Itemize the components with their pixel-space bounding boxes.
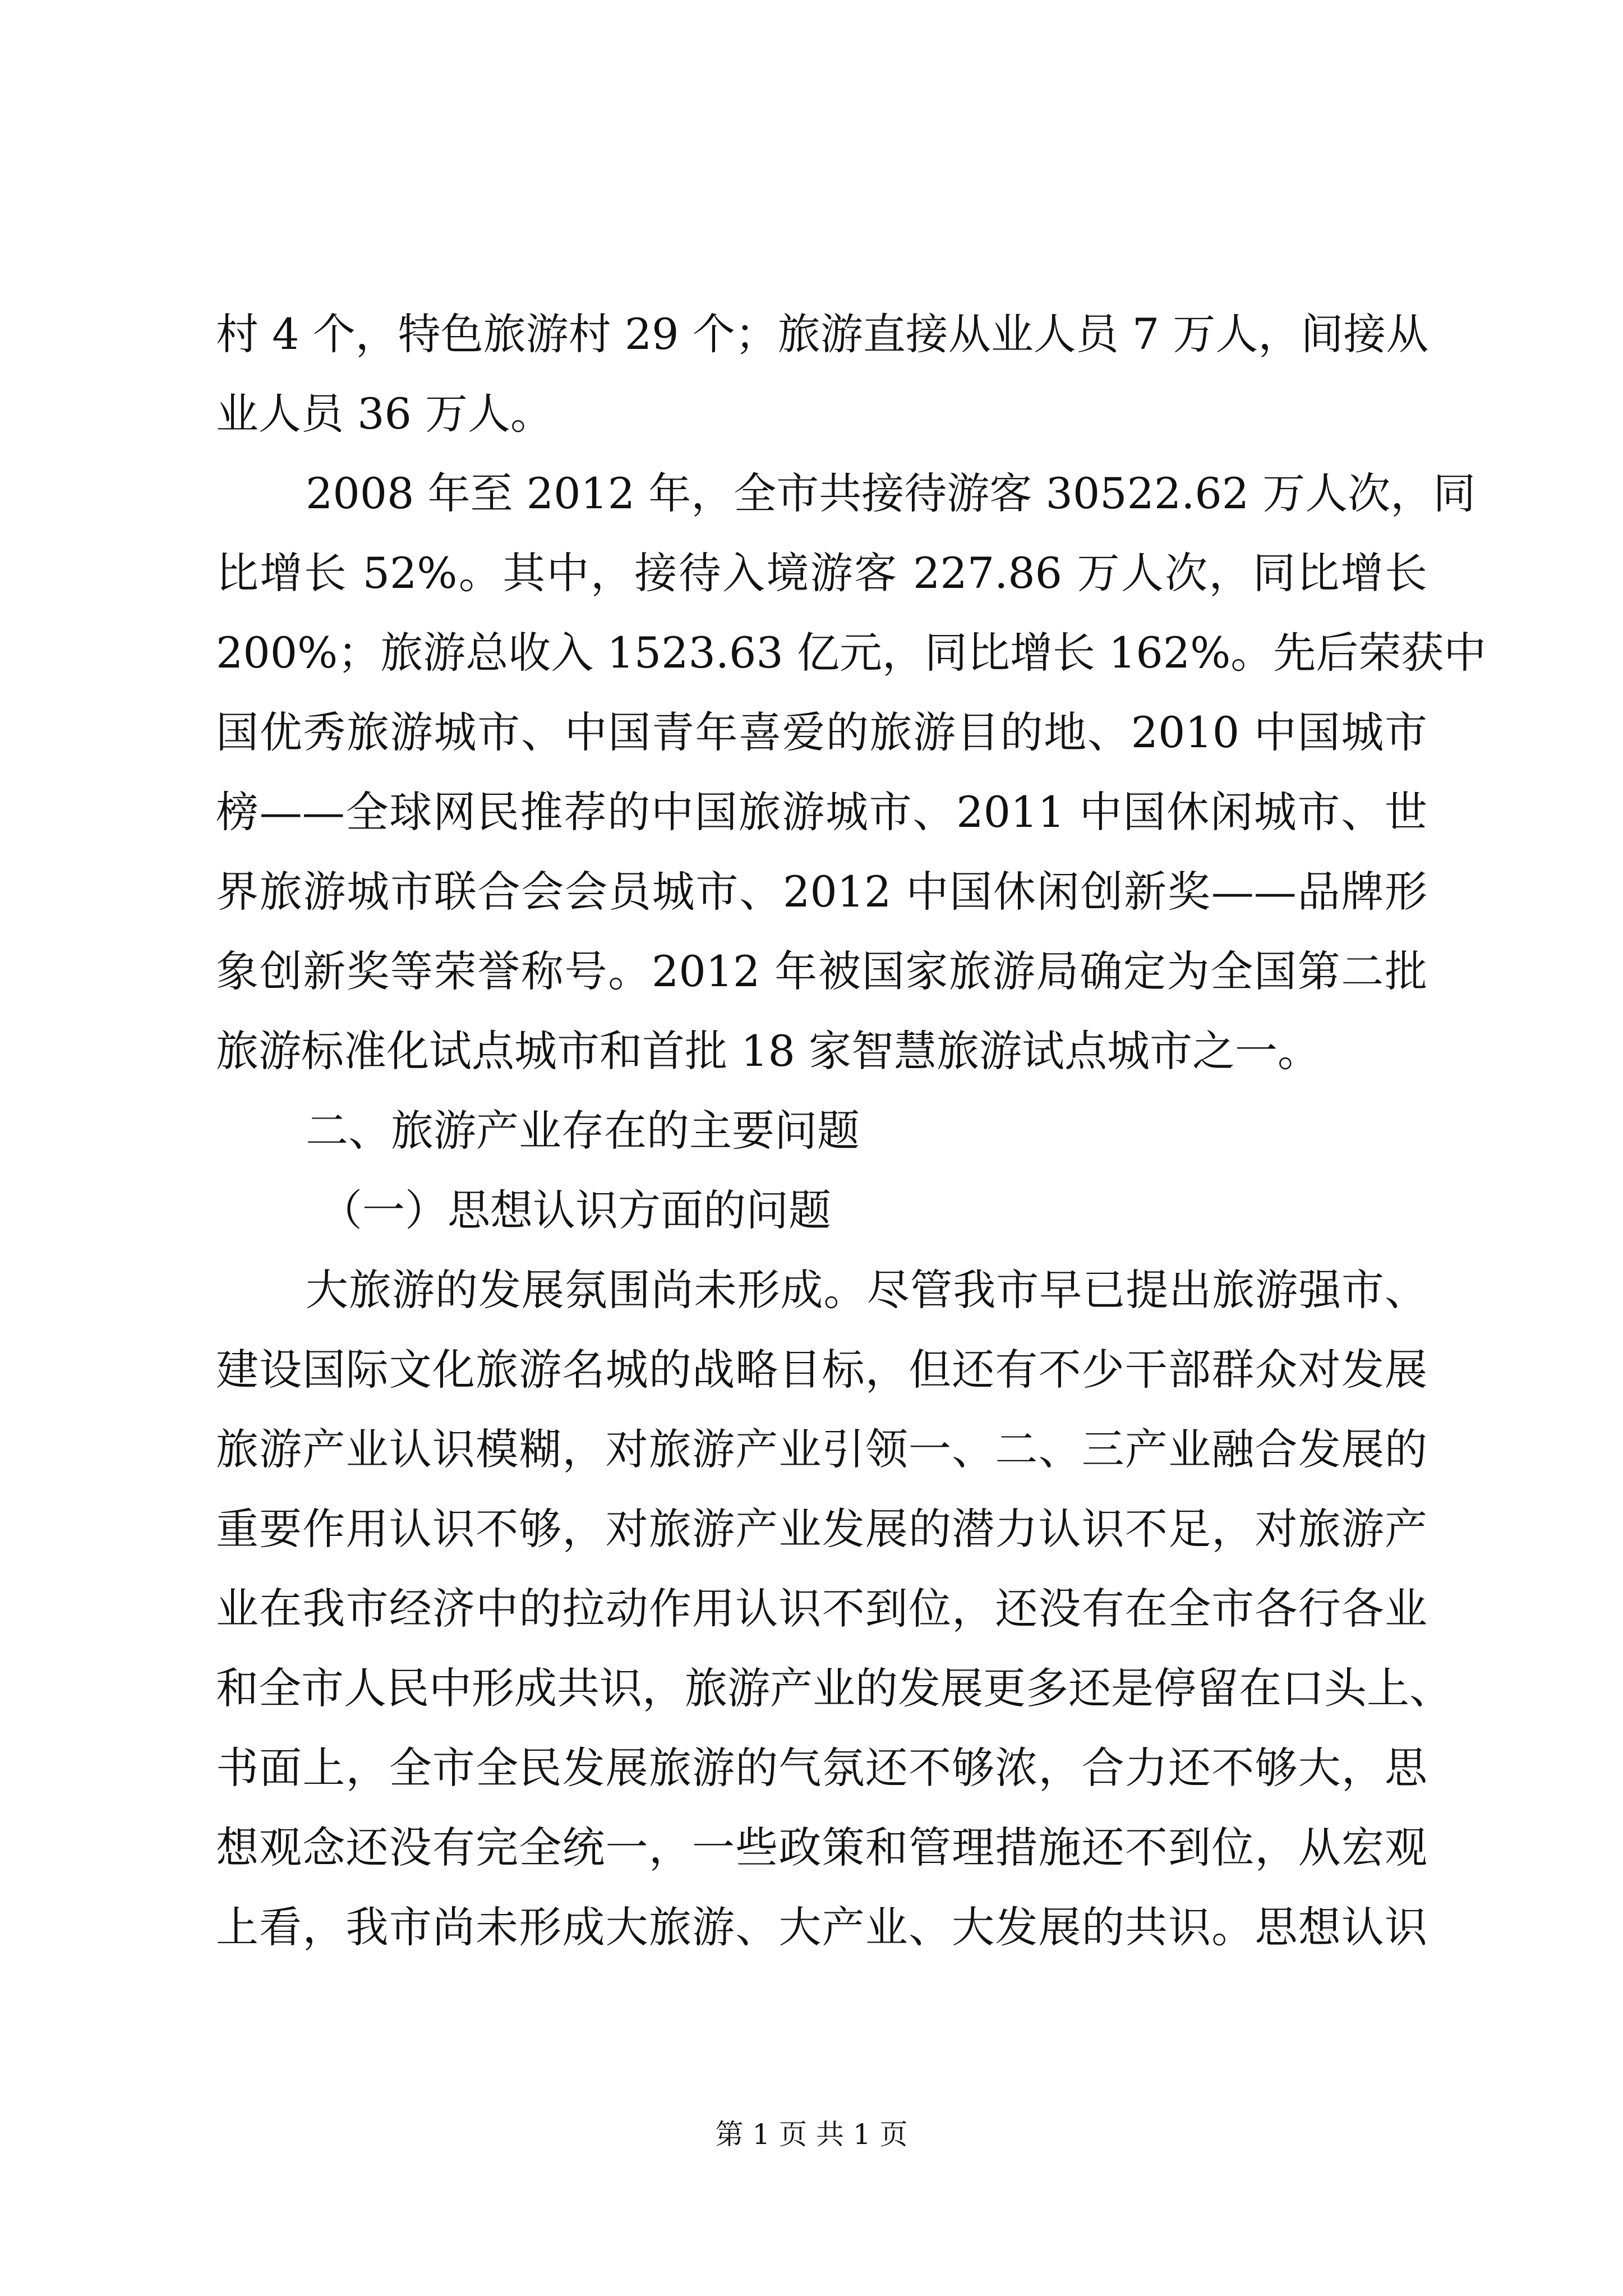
paragraph-line: 象创新奖等荣誉称号。2012 年被国家旅游局确定为全国第二批	[216, 946, 1427, 996]
paragraph-line: 重要作用认识不够，对旅游产业发展的潜力认识不足，对旅游产	[216, 1504, 1427, 1554]
paragraph-line: 书面上，全市全民发展旅游的气氛还不够浓，合力还不够大，思	[216, 1743, 1427, 1793]
paragraph-line: 村 4 个，特色旅游村 29 个；旅游直接从业人员 7 万人，间接从	[216, 309, 1429, 359]
paragraph-line: 业人员 36 万人。	[216, 389, 554, 439]
paragraph-line: 2008 年至 2012 年，全市共接待游客 30522.62 万人次，同	[306, 468, 1476, 518]
paragraph-line: 比增长 52%。其中，接待入境游客 227.86 万人次，同比增长	[216, 548, 1427, 598]
paragraph-line: 界旅游城市联合会会员城市、2012 中国休闲创新奖——品牌形	[216, 867, 1427, 917]
page-number-footer: 第 1 页 共 1 页	[715, 2118, 908, 2151]
paragraph-line: 200%；旅游总收入 1523.63 亿元，同比增长 162%。先后荣获中	[216, 628, 1487, 678]
paragraph-line: 大旅游的发展氛围尚未形成。尽管我市早已提出旅游强市、	[306, 1265, 1427, 1315]
paragraph-line: 想观念还没有完全统一，一些政策和管理措施还不到位，从宏观	[216, 1823, 1427, 1872]
paragraph-line: 建设国际文化旅游名城的战略目标，但还有不少干部群众对发展	[216, 1345, 1427, 1395]
document-body	[216, 295, 1487, 1967]
paragraph-line: 上看，我市尚未形成大旅游、大产业、大发展的共识。思想认识	[216, 1902, 1427, 1952]
paragraph-line: 旅游标准化试点城市和首批 18 家智慧旅游试点城市之一。	[216, 1026, 1321, 1076]
section-heading: 二、旅游产业存在的主要问题	[306, 1106, 860, 1156]
paragraph-line: 和全市人民中形成共识，旅游产业的发展更多还是停留在口头上、	[216, 1663, 1452, 1713]
paragraph-line: 旅游产业认识模糊，对旅游产业引领一、二、三产业融合发展的	[216, 1424, 1427, 1474]
paragraph-line: 国优秀旅游城市、中国青年喜爱的旅游目的地、2010 中国城市	[216, 707, 1427, 757]
subsection-heading: （一）思想认识方面的问题	[320, 1185, 831, 1235]
paragraph-line: 业在我市经济中的拉动作用认识不到位，还没有在全市各行各业	[216, 1584, 1427, 1634]
paragraph-line: 榜——全球网民推荐的中国旅游城市、2011 中国休闲城市、世	[216, 787, 1427, 837]
